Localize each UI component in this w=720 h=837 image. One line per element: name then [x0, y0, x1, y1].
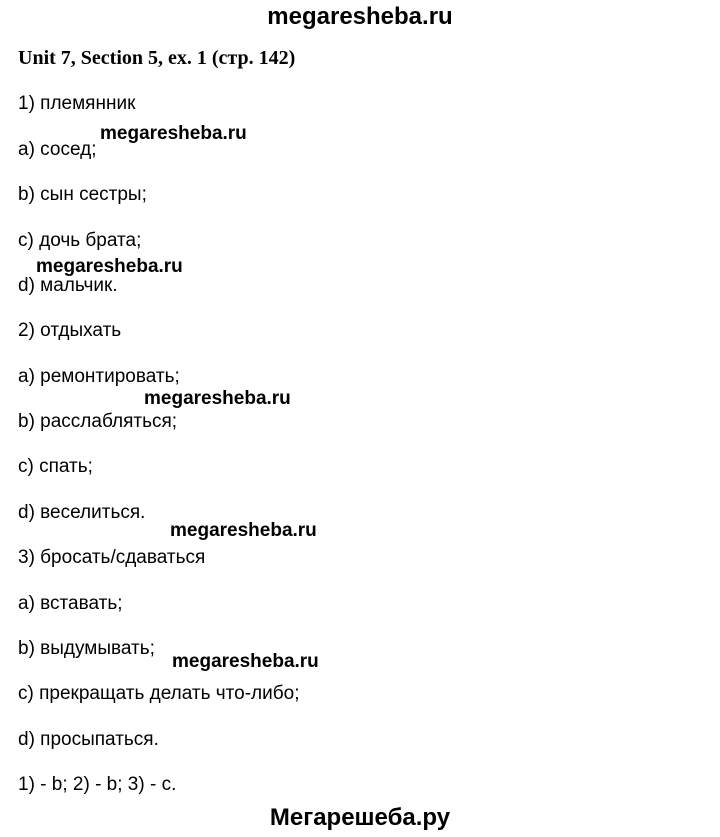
question-3-option-b: b) выдумывать;	[18, 638, 155, 659]
watermark: megaresheba.ru	[170, 520, 317, 541]
question-2-option-b: b) расслабляться;	[18, 411, 178, 432]
question-2-option-c: c) спать;	[18, 456, 93, 477]
site-header: megaresheba.ru	[267, 3, 453, 30]
watermark: megaresheba.ru	[144, 388, 291, 409]
question-2-option-a: a) ремонтировать;	[18, 366, 180, 387]
question-3: 3) бросать/сдаваться	[18, 547, 206, 568]
watermark: megaresheba.ru	[100, 123, 247, 144]
question-1-option-a: a) сосед;	[18, 139, 97, 160]
exercise-title: Unit 7, Section 5, ex. 1 (стр. 142)	[18, 47, 296, 69]
watermark: megaresheba.ru	[36, 256, 183, 277]
answer-key: 1) - b; 2) - b; 3) - c.	[18, 774, 177, 795]
question-1: 1) племянник	[18, 93, 136, 114]
question-3-option-a: a) вставать;	[18, 593, 123, 614]
site-footer: Мегарешеба.ру	[269, 804, 451, 831]
question-1-option-c: c) дочь брата;	[18, 230, 142, 251]
question-2: 2) отдыхать	[18, 320, 122, 341]
question-3-option-d: d) просыпаться.	[18, 729, 159, 750]
question-3-option-c: c) прекращать делать что-либо;	[18, 683, 300, 704]
question-1-option-b: b) сын сестры;	[18, 184, 147, 205]
question-1-option-d: d) мальчик.	[18, 275, 118, 296]
question-2-option-d: d) веселиться.	[18, 502, 146, 523]
watermark: megaresheba.ru	[172, 651, 319, 672]
